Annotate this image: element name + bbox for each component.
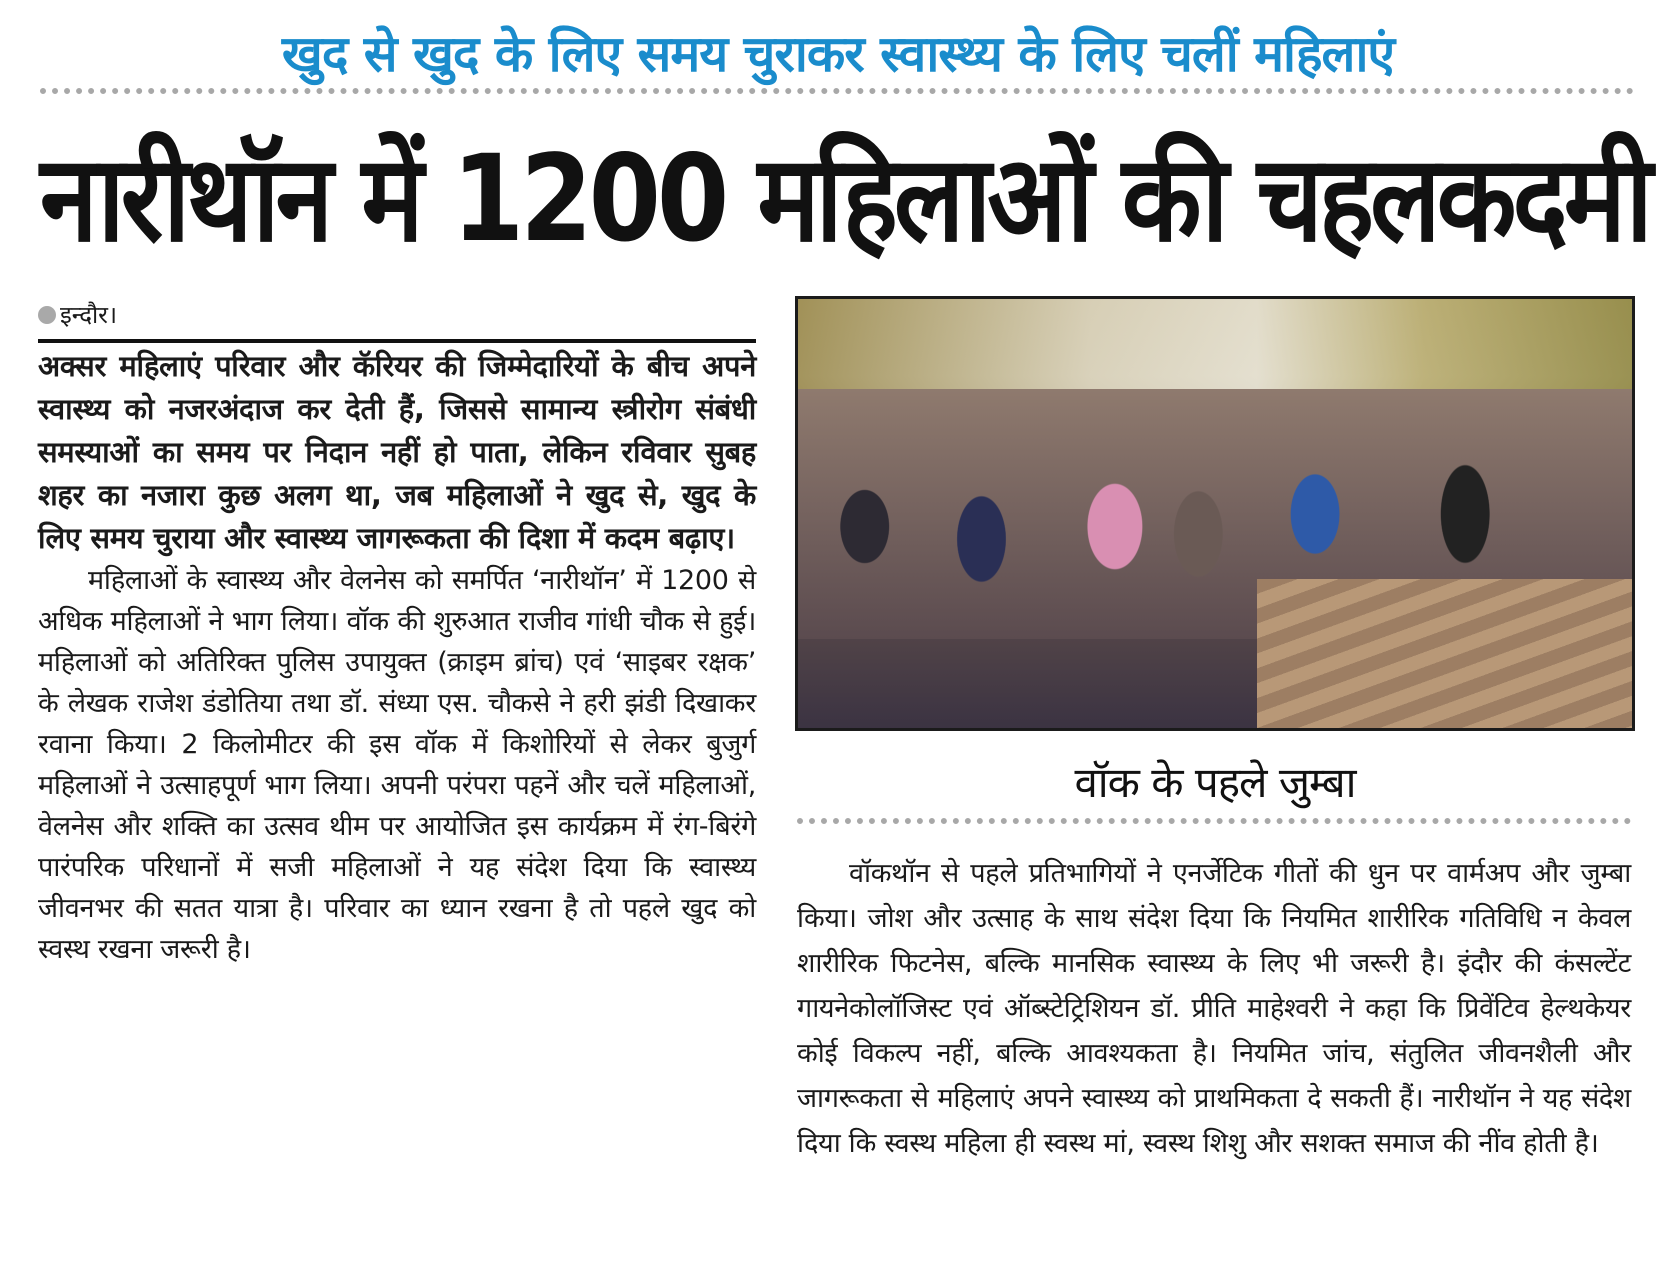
photo-trees-sky (798, 299, 1632, 389)
photo-pavement (1257, 579, 1632, 729)
dateline (38, 296, 756, 334)
subhead-dotted-rule (797, 818, 1631, 824)
article-photo (795, 296, 1635, 731)
bullet-icon (38, 306, 56, 324)
kicker-dotted-rule (40, 88, 1634, 94)
dateline-text: इन्दौर। (60, 301, 118, 329)
left-column (38, 296, 756, 970)
dateline-rule (38, 339, 756, 343)
lead-paragraph: अक्सर महिलाएं परिवार और कॅरियर की जिम्मेदारियों के बीच अपने स्वास्थ्य को नजरअंदाज कर देती हैं, जिससे सामान्य स्त्रीरोग संबंधी समस्याओं का समय पर निदान नहीं हो पाता, लेकिन रविवार सुबह शहर का नजारा कुछ अलग था, जब महिलाओं ने खुद से, खुद के लिए समय चुराया और स्वास्थ्य जागरूकता की दिशा में कदम बढ़ाए। (38, 349, 756, 555)
section-subhead: वॉक के पहले जुम्बा (1074, 758, 1356, 807)
kicker-headline: खुद से खुद के लिए समय चुराकर स्वास्थ्य के लिए चलीं महिलाएं (281, 25, 1395, 83)
main-headline: नारीथॉन में 1200 महिलाओं की चहलकदमी (40, 128, 1649, 269)
body-paragraph-left: महिलाओं के स्वास्थ्य और वेलनेस को समर्पित ‘नारीथॉन’ में 1200 से अधिक महिलाओं ने भाग लिया। वॉक की शुरुआत राजीव गांधी चौक से हुई। महिलाओं को अतिरिक्त पुलिस उपायुक्त (क्राइम ब्रांच) एवं ‘साइबर रक्षक’ के लेखक राजेश डंडोतिया तथा डॉ. संध्या एस. चौकसे ने हरी झंडी दिखाकर रवाना किया। 2 किलोमीटर की इस वॉक में किशोरियों से लेकर बुजुर्ग महिलाओं ने उत्साहपूर्ण भाग लिया। अपनी परंपरा पहनें और चलें महिलाओं, वेलनेस और शक्ति का उत्सव थीम पर आयोजित इस कार्यक्रम में रंग-बिरंगे पारंपरिक परिधानों में सजी महिलाओं ने यह संदेश दिया कि स्वास्थ्य जीवनभर की सतत यात्रा है। परिवार का ध्यान रखना है तो पहले खुद को स्वस्थ रखना जरूरी है। (38, 565, 756, 965)
body-paragraph-right: वॉकथॉन से पहले प्रतिभागियों ने एनर्जेटिक गीतों की धुन पर वार्मअप और जुम्बा किया। जोश और उत्साह के साथ संदेश दिया कि नियमित शारीरिक गतिविधि न केवल शारीरिक फिटनेस, बल्कि मानसिक स्वास्थ्य के लिए भी जरूरी है। इंदौर की कंसल्टेंट गायनेकोलॉजिस्ट एवं ऑब्स्टेट्रिशियन डॉ. प्रीति माहेश्वरी ने कहा कि प्रिवेंटिव हेल्थकेयर कोई विकल्प नहीं, बल्कि आवश्यकता है। नियमित जांच, संतुलित जीवनशैली और जागरूकता से महिलाएं अपने स्वास्थ्य को प्राथमिकता दे सकती हैं। नारीथॉन ने यह संदेश दिया कि स्वस्थ महिला ही स्वस्थ मां, स्वस्थ शिशु और सशक्त समाज की नींव होती है। (797, 858, 1631, 1159)
right-column (797, 851, 1631, 1166)
